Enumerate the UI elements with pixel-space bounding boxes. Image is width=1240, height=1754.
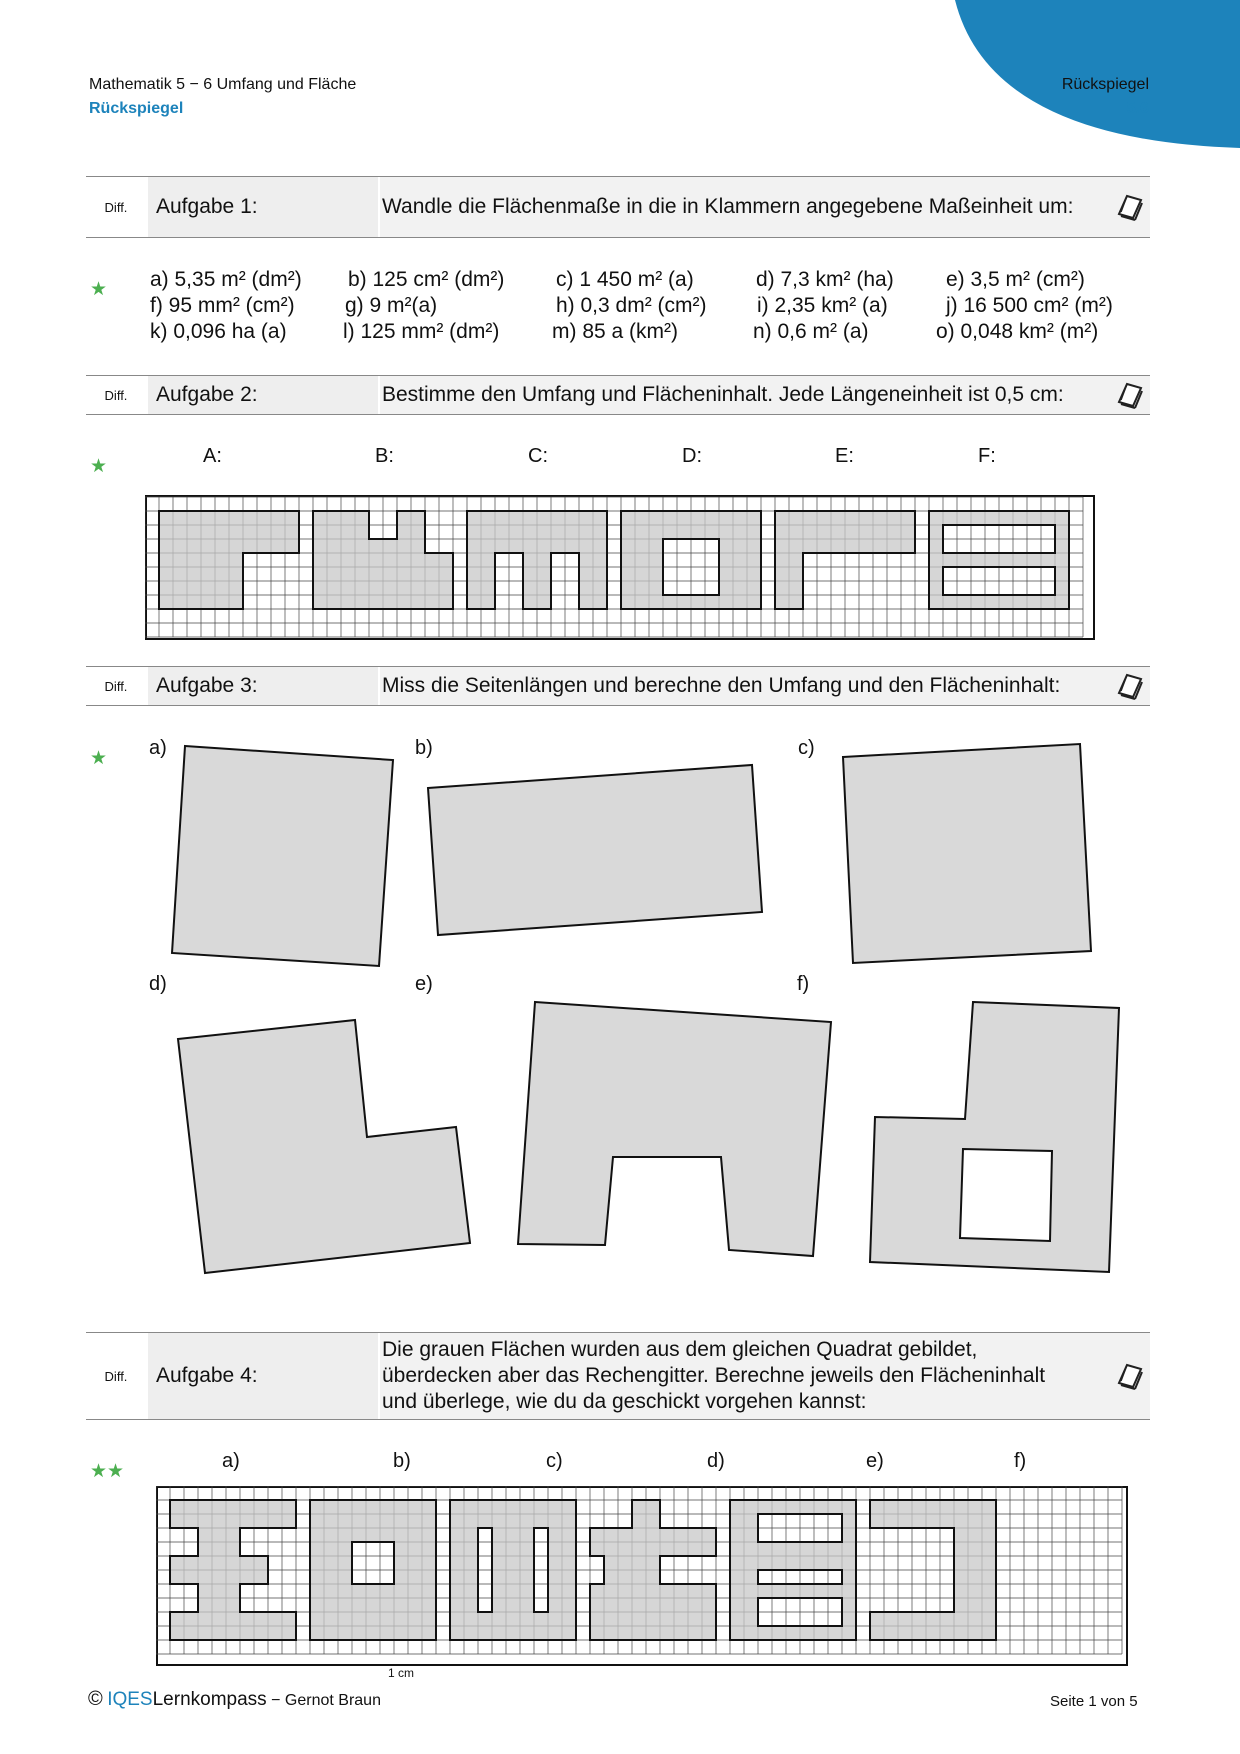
footer-left <box>88 1688 381 1711</box>
task4-grid-figure <box>156 1486 1128 1666</box>
difficulty-label: Diff. <box>86 667 146 705</box>
shape-e <box>518 1002 831 1256</box>
figure-label-c: c) <box>798 737 815 759</box>
difficulty-label: Diff. <box>86 376 146 414</box>
difficulty-stars: ★ <box>90 279 108 300</box>
figure-label-d: d) <box>149 973 167 995</box>
exercise-item: k) 0,096 ha (a) <box>150 320 287 343</box>
figure-label: B: <box>375 445 394 467</box>
exercise-item: b) 125 cm² (dm²) <box>348 268 505 291</box>
difficulty-label: Diff. <box>86 177 146 237</box>
shape-f-hole <box>960 1149 1052 1241</box>
task-instruction: Bestimme den Umfang und Flächeninhalt. Jede Längeneinheit ist 0,5 cm: <box>380 376 1120 414</box>
brand-lernkompass: Lernkompass <box>152 1689 267 1710</box>
author: − Gernot Braun <box>271 1692 381 1709</box>
exercise-item: h) 0,3 dm² (cm²) <box>556 294 707 317</box>
figure-label-b: b) <box>415 737 433 759</box>
scale-label: 1 cm <box>388 1666 415 1680</box>
instruction-line: und überlege, wie du da geschickt vorgehen kannst: <box>382 1390 867 1413</box>
exercise-item: o) 0,048 km² (m²) <box>936 320 1099 343</box>
instruction-line: überdecken aber das Rechengitter. Berechne jeweils den Flächeninhalt <box>382 1364 1046 1387</box>
task-instruction: Miss die Seitenlängen und berechne den Umfang und den Flächeninhalt: <box>380 667 1120 705</box>
shape-a <box>172 746 393 966</box>
task-label: Aufgabe 3: <box>148 667 378 705</box>
exercise-item: d) 7,3 km² (ha) <box>756 268 894 291</box>
brand-iqes: IQES <box>107 1689 153 1710</box>
difficulty-stars: ★★ <box>90 1461 125 1482</box>
shape-d <box>178 1020 470 1273</box>
difficulty-stars: ★ <box>90 456 108 477</box>
figure-label-e: e) <box>415 973 433 995</box>
instruction-line: Die grauen Flächen wurden aus dem gleichen Quadrat gebildet, <box>382 1338 978 1361</box>
task4-header <box>86 1332 1150 1420</box>
figure-label: A: <box>203 445 222 467</box>
document-title: Mathematik 5 − 6 Umfang und Fläche <box>89 76 357 93</box>
exercise-item: n) 0,6 m² (a) <box>753 320 869 343</box>
figure-label-a: a) <box>149 737 167 759</box>
task-label: Aufgabe 4: <box>148 1333 378 1419</box>
difficulty-label: Diff. <box>86 1333 146 1419</box>
figure-label: f) <box>1014 1450 1027 1472</box>
exercise-item: c) 1 450 m² (a) <box>556 268 694 291</box>
figure-label: a) <box>222 1450 240 1472</box>
exercise-item: f) 95 mm² (cm²) <box>150 294 295 317</box>
header-number: 5.6 <box>1126 100 1149 117</box>
copyright-icon: © <box>88 1688 103 1710</box>
task-instruction: Wandle die Flächenmaße in die in Klammern angegebene Maßeinheit um: <box>380 177 1120 237</box>
header-right-title: Rückspiegel <box>1061 76 1149 93</box>
difficulty-stars: ★ <box>90 748 108 769</box>
page-number: Seite 1 von 5 <box>1050 1693 1138 1710</box>
figure-label-f: f) <box>797 973 810 995</box>
task-label: Aufgabe 1: <box>148 177 378 237</box>
exercise-item: i) 2,35 km² (a) <box>757 294 888 317</box>
exercise-item: l) 125 mm² (dm²) <box>343 320 500 343</box>
figure-label: E: <box>835 445 854 467</box>
book-icon <box>1110 1333 1150 1419</box>
exercise-item: j) 16 500 cm² (m²) <box>946 294 1113 317</box>
document-subtitle: Rückspiegel <box>89 100 184 117</box>
task-instruction <box>380 1333 1120 1419</box>
figure-label: d) <box>707 1450 725 1472</box>
exercise-item: g) 9 m²(a) <box>345 294 438 317</box>
figure-c <box>450 1500 576 1640</box>
task-label: Aufgabe 2: <box>148 376 378 414</box>
figure-label: c) <box>546 1450 563 1472</box>
shape-b <box>428 765 762 935</box>
figure-label: b) <box>393 1450 411 1472</box>
figure-label: F: <box>978 445 996 467</box>
exercise-item: m) 85 a (km²) <box>552 320 678 343</box>
exercise-item: e) 3,5 m² (cm²) <box>946 268 1085 291</box>
figure-label: e) <box>866 1450 884 1472</box>
exercise-item: a) 5,35 m² (dm²) <box>150 268 302 291</box>
shape-c <box>843 744 1091 963</box>
figure-label: D: <box>682 445 702 467</box>
figure-label: C: <box>528 445 548 467</box>
